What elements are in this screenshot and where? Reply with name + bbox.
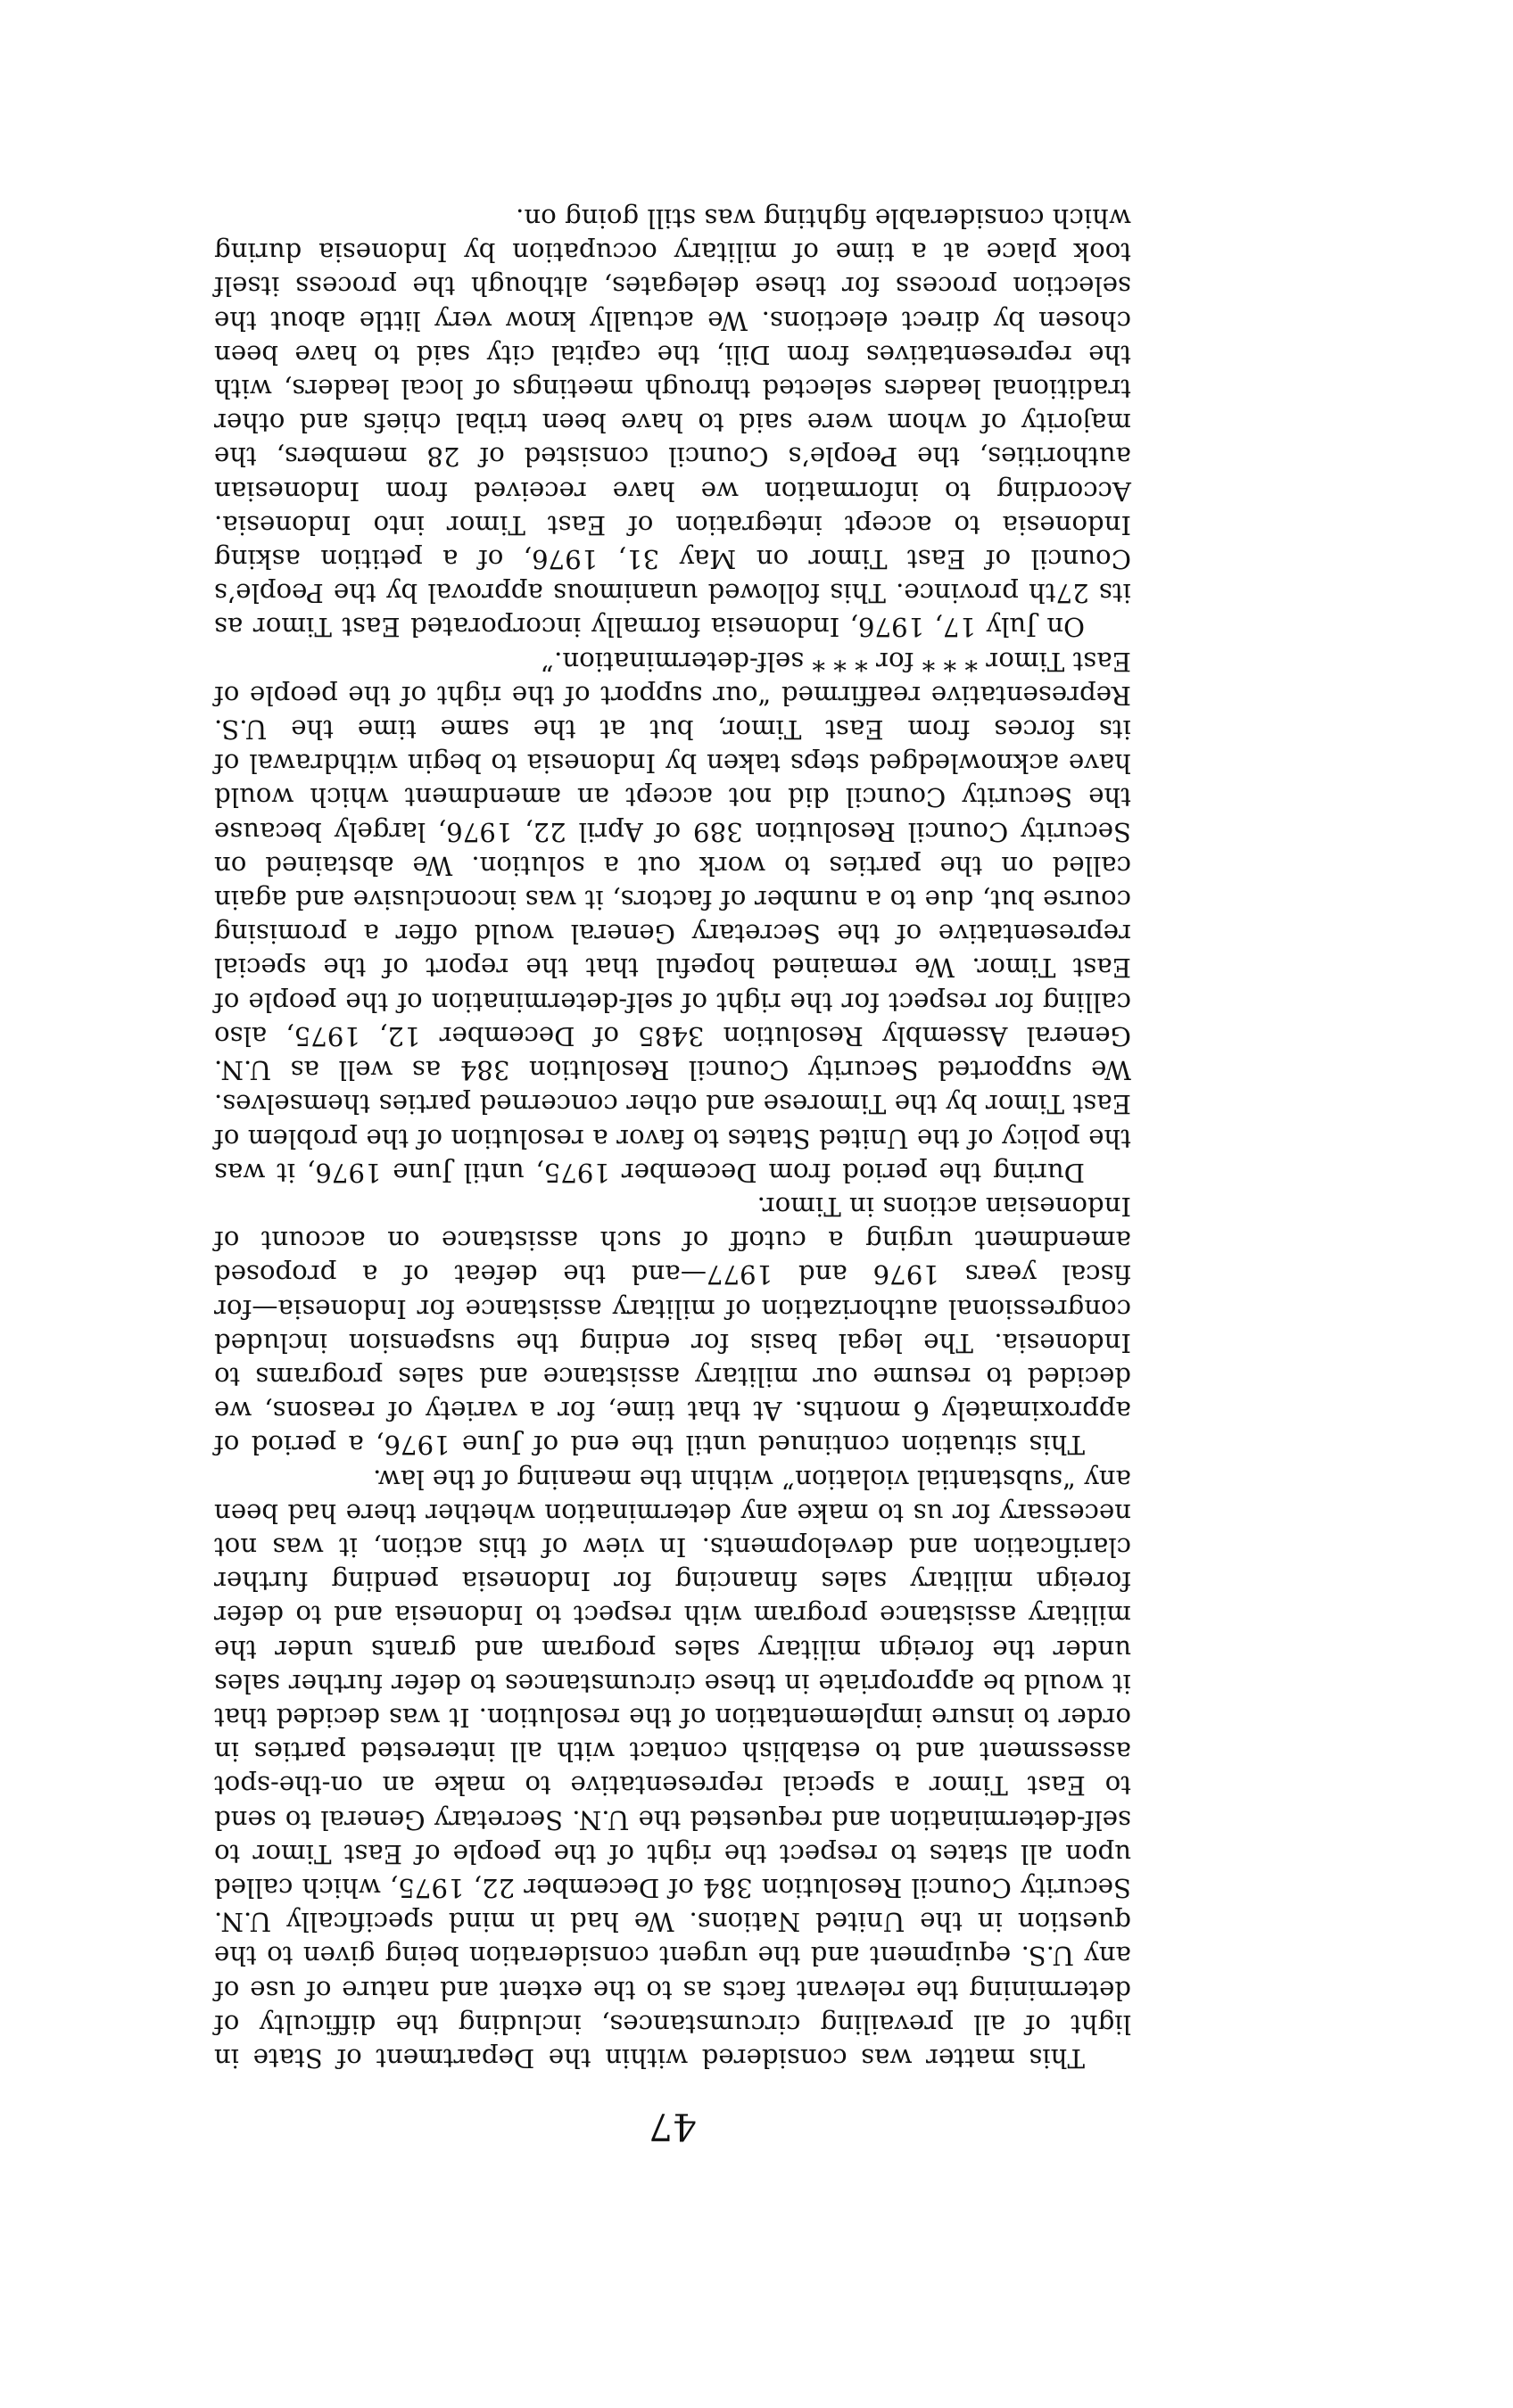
page-number: 47 xyxy=(649,2105,697,2148)
paragraph-3: During the period from December 1975, until June 1976, it was the policy of the United States to favor a resolution of the problem of East Timor by the Timorese and other concerned parties themselves. We supported Security Council Resolution 384 as well as U.N. General Assembly Resolution 3485 of December 12, 1975, also calling for respect for the right of self-determination of the people of East Timor. We remained hopeful that the report of the special representative of the Secretary General would offer a promising course but, due to a number of factors, it was inconclusive and again called on the parties to work out a solution. We abstained on Security Council Resolution 389 of April 22, 1976, largely because the Security Council did not accept an amendment which would have acknowledged steps taken by Indonesia to begin withdrawal of its forces from East Timor, but at the same time the U.S. Representative reaffirmed “our support of the right of the people of East Timor * * * for * * * self-determination.” xyxy=(214,646,1131,1188)
page-content xyxy=(214,202,1131,2148)
paragraph-4: On July 17, 1976, Indonesia formally incorporated East Timor as its 27th province. This followed unanimous approval by the People’s Council of East Timor on May 31, 1976, of a petition asking Indonesia to accept integration of East Timor into Indonesia. According to information we have received from Indonesian authorities, the People’s Council consisted of 28 members, the majority of whom were said to have been tribal chiefs and other traditional leaders selected through meetings of local leaders, with the representatives from Dili, the capital city said to have been chosen by direct elections. We actually know very little about the selection process for these delegates, although the process itself took place at a time of military occupation by Indonesia during which considerable fighting was still going on. xyxy=(214,203,1131,643)
paragraph-2: This situation continued until the end of June 1976, a period of approximately 6 months. At that time, for a variety of reasons, we decided to resume our military assistance and sales programs to Indonesia. The legal basis for ending the suspension included congressional authorization of military assistance for Indonesia—for fiscal years 1976 and 1977—and the defeat of a proposed amendment urging a cutoff of such assistance on account of Indonesian actions in Timor. xyxy=(214,1191,1131,1461)
paragraph-1: This matter was considered within the Department of State in light of all prevailing circumstances, including the difficulty of determining the relevant facts as to the extent and nature of use of any U.S. equipment and the urgent consideration being given to the question in the United Nations. We had in mind specifically U.N. Security Council Resolution 384 of December 22, 1975, which called upon all states to respect the right of the people of East Timor to self-determination and requested the U.N. Secretary General to send to East Timor a special representative to make an on-the-spot assessment and to establish contact with all interested parties in order to insure implementation of the resolution. It was decided that it would be appropriate in these circumstances to defer further sales under the foreign military sales program and grants under the military assistance program with respect to Indonesia and to defer foreign military sales financing for Indonesia pending further clarification and developments. In view of this action, it was not necessary for us to make any determination whether there had been any “substantial violation” within the meaning of the law. xyxy=(214,1464,1131,2074)
